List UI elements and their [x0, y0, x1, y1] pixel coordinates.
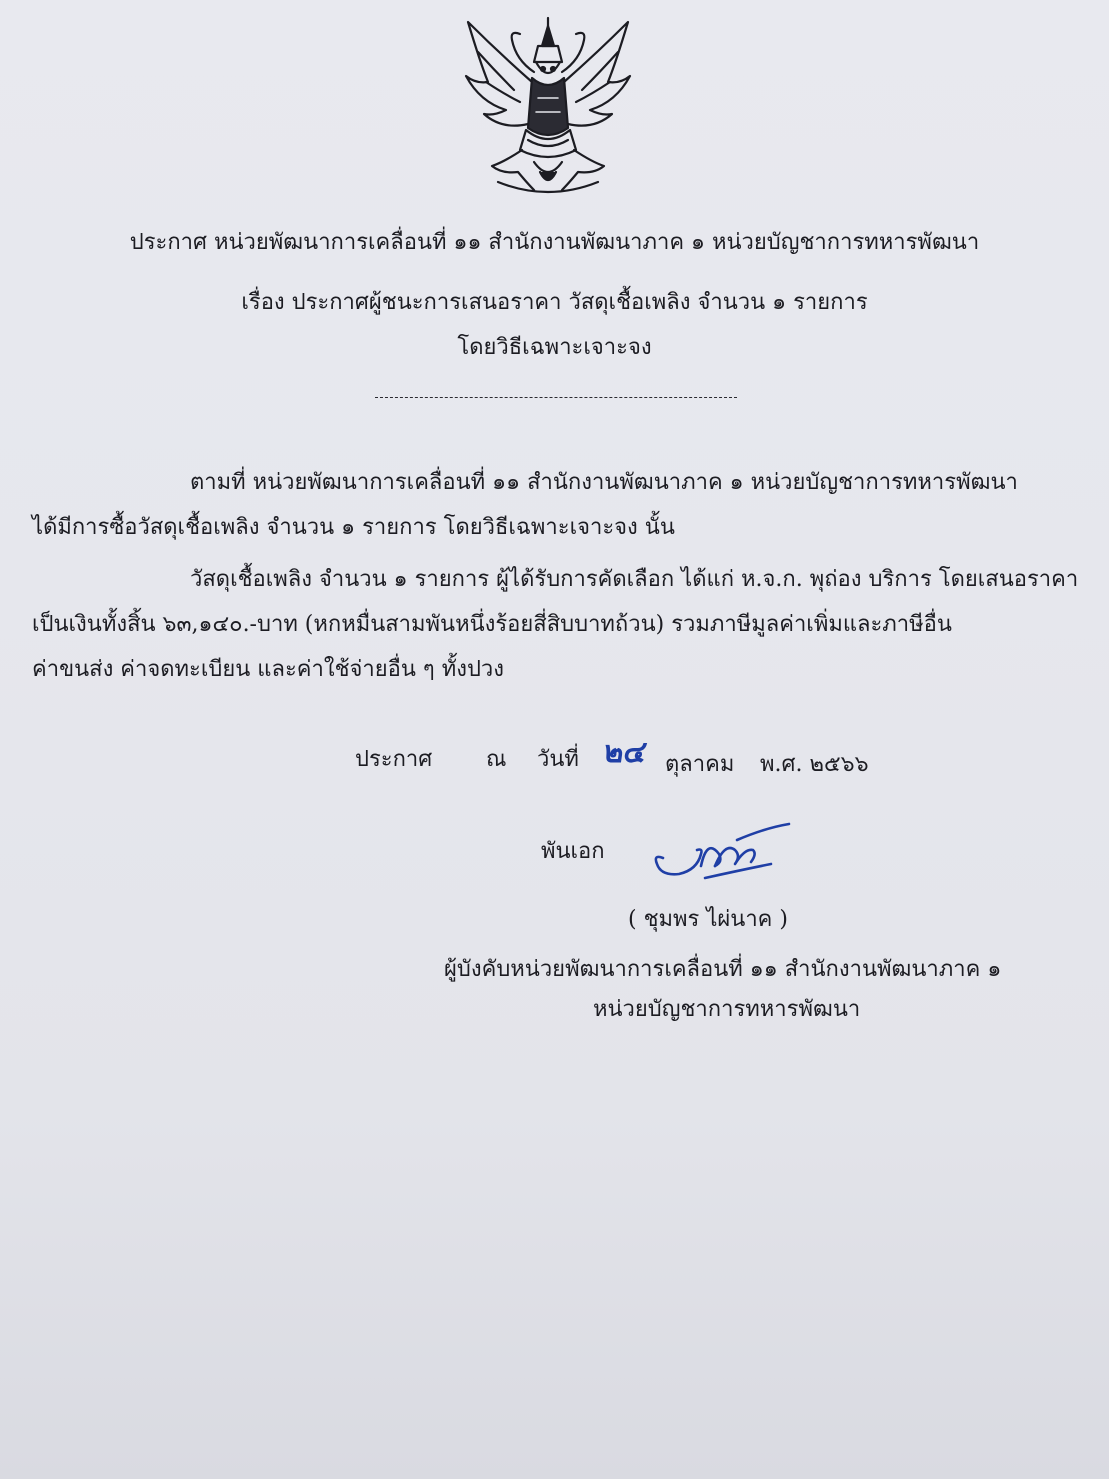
announce-year: พ.ศ. ๒๕๖๖ [760, 752, 869, 777]
header-divider [375, 397, 737, 398]
paragraph-1-line-2: ได้มีการซื้อวัสดุเชื้อเพลิง จำนวน ๑ รายการ โดยวิธีเฉพาะเจาะจง นั้น [32, 515, 675, 540]
signer-position-line-1: ผู้บังคับหน่วยพัฒนาการเคลื่อนที่ ๑๑ สำนักงานพัฒนาภาค ๑ [444, 957, 1002, 982]
announce-label: ประกาศ [355, 747, 433, 772]
paragraph-1-line-1: ตามที่ หน่วยพัฒนาการเคลื่อนที่ ๑๑ สำนักงานพัฒนาภาค ๑ หน่วยบัญชาการทหารพัฒนา [190, 470, 1018, 495]
header-line-2: เรื่อง ประกาศผู้ชนะการเสนอราคา วัสดุเชื้อเพลิง จำนวน ๑ รายการ [241, 290, 868, 315]
signer-name: ( ชุมพร ไผ่นาค ) [628, 907, 788, 932]
header-line-1: ประกาศ หน่วยพัฒนาการเคลื่อนที่ ๑๑ สำนักงานพัฒนาภาค ๑ หน่วยบัญชาการทหารพัฒนา [129, 230, 980, 255]
signer-position-line-2: หน่วยบัญชาการทหารพัฒนา [593, 997, 861, 1022]
signer-rank: พันเอก [541, 839, 605, 864]
announce-month: ตุลาคม [665, 752, 735, 777]
garuda-emblem-icon [458, 12, 638, 202]
announce-day-label: วันที่ [537, 747, 579, 772]
announce-day-handwritten: ๒๔ [601, 735, 650, 770]
paragraph-2-line-3: ค่าขนส่ง ค่าจดทะเบียน และค่าใช้จ่ายอื่น ๆ ทั้งปวง [32, 657, 505, 682]
header-line-3: โดยวิธีเฉพาะเจาะจง [457, 335, 652, 360]
paragraph-2-line-1: วัสดุเชื้อเพลิง จำนวน ๑ รายการ ผู้ได้รับการคัดเลือก ได้แก่ ห.จ.ก. พุถ่อง บริการ โดยเสนอราคา [190, 567, 1079, 592]
paragraph-2-line-2: เป็นเงินทั้งสิ้น ๖๓,๑๔๐.-บาท (หกหมื่นสามพันหนึ่งร้อยสี่สิบบาทถ้วน) รวมภาษีมูลค่าเพิ่มและภาษีอื่น [32, 612, 952, 637]
announce-at: ณ [486, 747, 507, 772]
handwritten-signature-icon [645, 820, 795, 890]
